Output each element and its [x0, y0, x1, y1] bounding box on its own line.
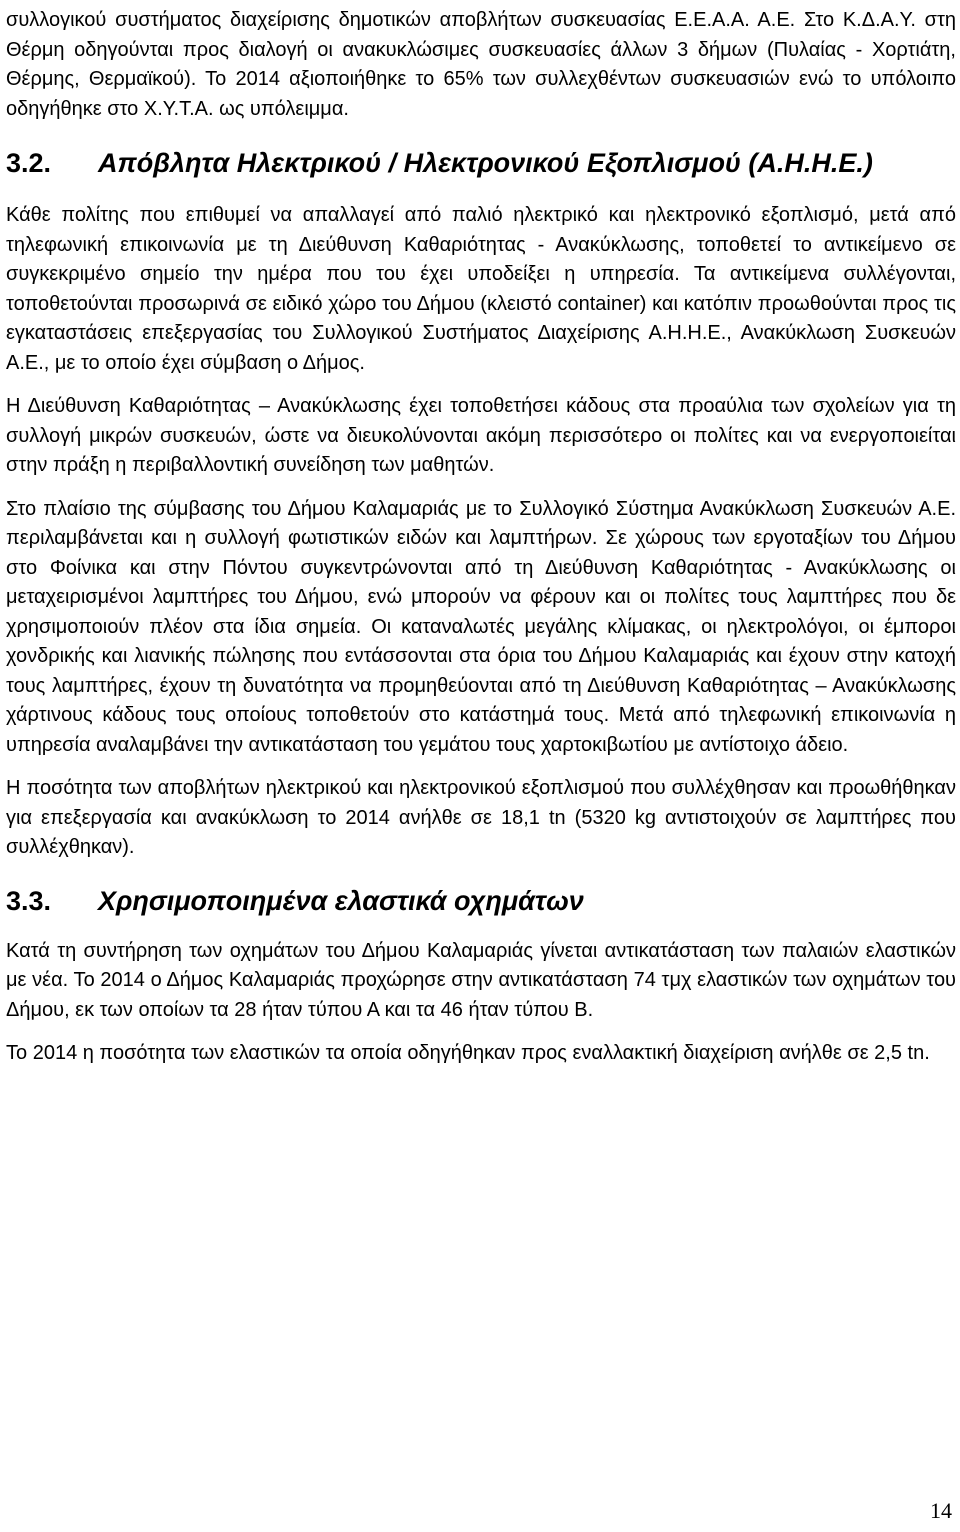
paragraph-tyres-1: Κατά τη συντήρηση των οχημάτων του Δήμου Καλαμαριάς γίνεται αντικατάσταση των παλαιών ελαστικών με νέα. Το 2014 ο Δήμος Καλαμαριάς προχώρησε στην αντικατάσταση 74 τμχ ελαστικών των οχημάτων του Δήμου, εκ των οποίων τα 28 ήταν τύπου Α και τα 46 ήταν τύπου Β.: [6, 939, 956, 1021]
paragraph-weee-2: Η Διεύθυνση Καθαριότητας – Ανακύκλωσης έχει τοποθετήσει κάδους στα προαύλια των σχολείων για τη συλλογή μικρών συσκευών, ώστε να διευκολύνονται ακόμη περισσότερο οι πολίτες και να ενεργοποιείται στην πράξη η περιβαλλοντική συνείδηση των μαθητών.: [6, 395, 956, 476]
section-number: 3.2.: [6, 148, 52, 178]
section-heading-3-2: [6, 147, 956, 179]
section-title: Χρησιμοποιημένα ελαστικά οχημάτων: [98, 885, 584, 916]
paragraph-weee-1: Κάθε πολίτης που επιθυμεί να απαλλαγεί από παλιό ηλεκτρικό και ηλεκτρονικό εξοπλισμό, μετά από τηλεφωνική επικοινωνία με τη Διεύθυνση Καθαριότητας - Ανακύκλωσης, τοποθετεί το αντικείμενο σε συγκεκριμένο σημείο την ημέρα που του έχει υποδείξει η υπηρεσία. Τα αντικείμενα συλλέγονται, τοποθετούνται προσωρινά σε ειδικό χώρο του Δήμου (κλειστό container) και κατόπιν προωθούνται προς τις εγκαταστάσεις επεξεργασίας του Συλλογικού Συστήματος Διαχείρισης Α.Η.Η.Ε., Ανακύκλωση Συσκευών Α.Ε., με το οποίο έχει σύμβαση ο Δήμος.: [6, 204, 956, 374]
paragraph-weee-3: Στο πλαίσιο της σύμβασης του Δήμου Καλαμαριάς με το Συλλογικό Σύστημα Ανακύκλωση Συσκευών Α.Ε. περιλαμβάνεται και η συλλογή φωτιστικών ειδών και λαμπτήρων. Σε χώρους των εργοταξίων του Δήμου στο Φοίνικα και στην Πόντου συγκεντρώνονται από τη Διεύθυνση Καθαριότητας - Ανακύκλωσης οι μεταχειρισμένοι λαμπτήρες του Δήμου, ενώ μπορούν να φέρουν και οι πολίτες τους λαμπτήρες που δε χρησιμοποιούν πλέον στα ίδια σημεία. Οι καταναλωτές μεγάλης κλίμακας, οι ηλεκτρολόγοι, οι έμποροι χονδρικής και λιανικής πώλησης που εντάσσονται στα όρια του Δήμου Καλαμαριάς και έχουν στην κατοχή τους λαμπτήρες, έχουν τη δυνατότητα να προμηθεύονται από τη Διεύθυνση Καθαριότητας – Ανακύκλωσης χάρτινους κάδους τους οποίους τοποθετούν στο κατάστημά τους. Μετά από τηλεφωνική επικοινωνία η υπηρεσία αναλαμβάνει την αντικατάσταση του γεμάτου τους χαρτοκιβωτίου με αντίστοιχο άδειο.: [6, 497, 956, 756]
section-heading-3-3: [6, 885, 956, 917]
paragraph-intro: συλλογικού συστήματος διαχείρισης δημοτικών αποβλήτων συσκευασίας Ε.Ε.Α.Α. Α.Ε. Στο Κ.Δ.Α.Υ. στη Θέρμη οδηγούνται προς διαλογή οι ανακυκλώσιμες συσκευασίες άλλων 3 δήμων (Πυλαίας - Χορτιάτη, Θέρμης, Θερμαϊκού). Το 2014 αξιοποιήθηκε το 65% των συλλεχθέντων συσκευασιών ενώ το υπόλοιπο οδηγήθηκε στο Χ.Υ.Τ.Α. ως υπόλειμμα.: [6, 9, 956, 120]
page-number: 14: [930, 1498, 952, 1523]
section-number: 3.3.: [6, 885, 52, 916]
document-page: [6, 0, 956, 1069]
paragraph-tyres-2: Το 2014 η ποσότητα των ελαστικών τα οποία οδηγήθηκαν προς εναλλακτική διαχείριση ανήλθε σε 2,5 tn.: [6, 1042, 930, 1064]
paragraph-weee-4: Η ποσότητα των αποβλήτων ηλεκτρικού και ηλεκτρονικού εξοπλισμού που συλλέχθησαν και προωθήθηκαν για επεξεργασία και ανακύκλωση το 2014 ανήλθε σε 18,1 tn (5320 kg αντιστοιχούν σε λαμπτήρες που συλλέχθηκαν).: [6, 777, 956, 858]
section-title: Απόβλητα Ηλεκτρικού / Ηλεκτρονικού Εξοπλισμού (Α.Η.Η.Ε.): [98, 148, 873, 178]
